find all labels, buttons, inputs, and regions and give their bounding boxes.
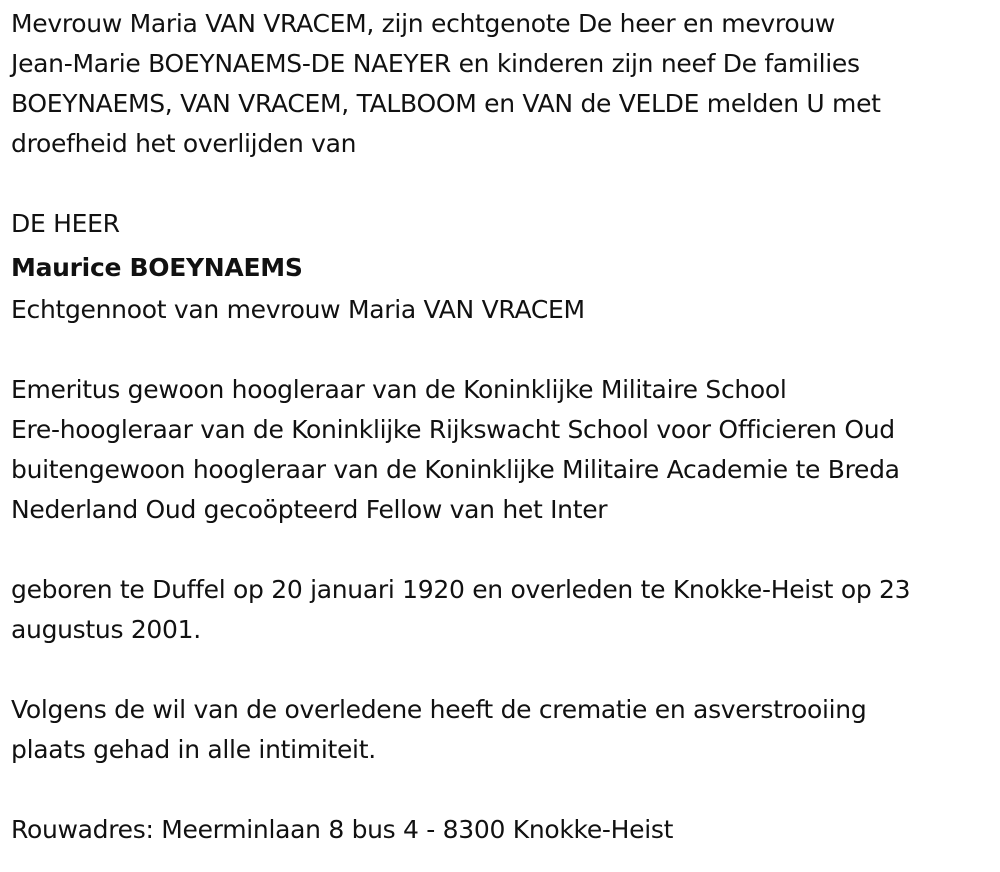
dates-paragraph: geboren te Duffel op 20 januari 1920 en overleden te Knokke-Heist op 23 augustus 2001. — [11, 575, 911, 644]
spacer — [11, 770, 996, 810]
honorific-title: DE HEER — [11, 209, 120, 238]
career-paragraph: Emeritus gewoon hoogleraar van de Koninklijke Militaire School Ere-hoogleraar van de Koninklijke Rijkswacht School voor Officieren Oud buitengewoon hoogleraar van de Koninklijke Militaire Academie te Breda Nederland Oud gecoöpteerd Fellow van het Inter — [11, 375, 900, 524]
mourning-address: Rouwadres: Meerminlaan 8 bus 4 - 8300 Knokke-Heist — [11, 815, 674, 844]
ceremony-paragraph: Volgens de wil van de overledene heeft de crematie en asverstrooiing plaats gehad in alle intimiteit. — [11, 695, 867, 764]
spacer — [11, 650, 996, 690]
deceased-name: Maurice BOEYNAEMS — [11, 253, 303, 282]
death-notice — [11, 4, 996, 850]
spacer — [11, 330, 996, 370]
spouse-line: Echtgennoot van mevrouw Maria VAN VRACEM — [11, 295, 585, 324]
spacer — [11, 164, 996, 204]
intro-paragraph: Mevrouw Maria VAN VRACEM, zijn echtgenote De heer en mevrouw Jean-Marie BOEYNAEMS-DE NAEYER en kinderen zijn neef De families BOEYNAEMS, VAN VRACEM, TALBOOM en VAN de VELDE melden U met droefheid het overlijden van — [11, 9, 881, 158]
spacer — [11, 530, 996, 570]
